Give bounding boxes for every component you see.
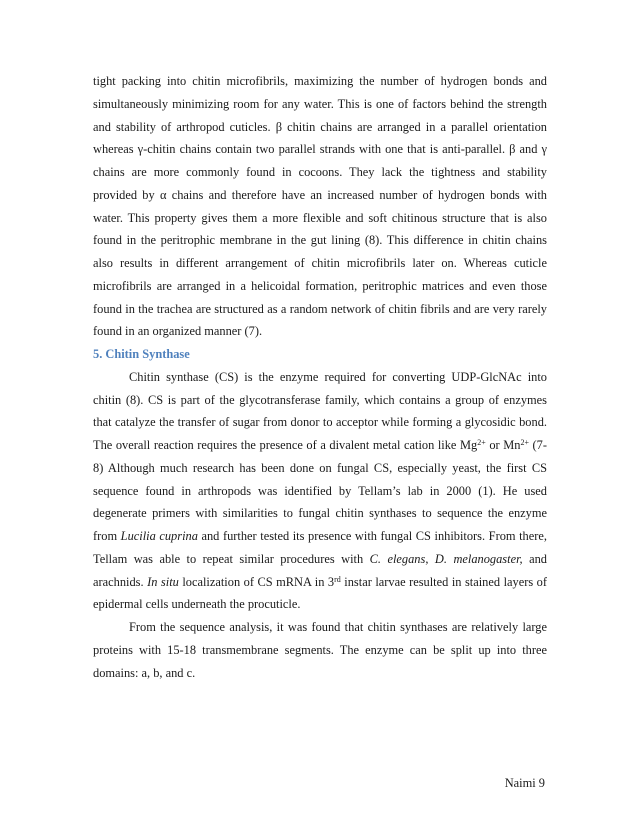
text-run: (7-8) Although much research has been done on fungal CS, especially yeast, the first CS sequence found in arthropods was identified by Tellam’s lab in 2000 (1). He used degenerate primers with similarities to fungal chitin synthases to sequence the enzyme from bbox=[93, 438, 547, 543]
page-number: Naimi 9 bbox=[504, 776, 545, 790]
species-name: D. melanogaster, bbox=[434, 551, 523, 566]
superscript: rd bbox=[334, 574, 341, 584]
text-run: and arachnids. bbox=[93, 551, 547, 589]
text-run: and further tested its presence with fungal CS inhibitors. From there, Tellam was able to repeat similar procedures with bbox=[93, 529, 547, 566]
italic-term: In situ bbox=[147, 574, 179, 589]
section-heading: 5. Chitin Synthase bbox=[93, 347, 190, 361]
paragraph-chitin-structure: tight packing into chitin microfibrils, maximizing the number of hydrogen bonds and simultaneously minimizing room for any water. This is one of factors behind the strength and stability of arthropod cuticles. β chitin chains are arranged in a parallel orientation whereas γ-chitin chains contain two parallel strands with one that is anti-parallel. β and γ chains are more commonly found in cocoons. They lack the tightness and stability provided by α chains and therefore have an increased number of hydrogen bonds with water. This property gives them a more flexible and soft chitinous structure that is also found in the peritrophic membrane in the gut lining (8). This difference in chitin chains also results in different arrangement of chitin microfibrils later on. Whereas cuticle microfibrils are arranged in a helicoidal formation, peritrophic matrices and even those found in the trachea are structured as a random network of chitin fibrils and are very rarely found in an organized manner (7). bbox=[93, 74, 547, 339]
species-name: Lucilia cuprina bbox=[120, 529, 198, 543]
species-name: C. elegans bbox=[369, 551, 426, 566]
paragraph-chitin-synthase bbox=[93, 366, 547, 616]
text-run: instar larvae resulted in stained layers of epidermal cells underneath the procuticle. bbox=[93, 574, 547, 612]
text-run: , bbox=[425, 551, 435, 566]
body-text bbox=[93, 70, 547, 684]
text-run: or Mn bbox=[485, 438, 521, 452]
superscript: 2+ bbox=[477, 438, 486, 447]
text-run: localization of CS mRNA in 3 bbox=[178, 574, 335, 589]
paragraph-sequence-analysis: From the sequence analysis, it was found that chitin synthases are relatively large proteins with 15-18 transmembrane segments. The enzyme can be split up into three domains: a, b, and c. bbox=[93, 620, 547, 680]
text-run: Chitin synthase (CS) is the enzyme required for converting UDP-GlcNAc into chitin (8). CS is part of the glycotransferase family, which contains a group of enzymes that catalyze the transfer of sugar from donor to acceptor while forming a glycosidic bond. The overall reaction requires the presence of a divalent metal cation like Mg bbox=[93, 369, 547, 452]
superscript: 2+ bbox=[520, 438, 529, 447]
